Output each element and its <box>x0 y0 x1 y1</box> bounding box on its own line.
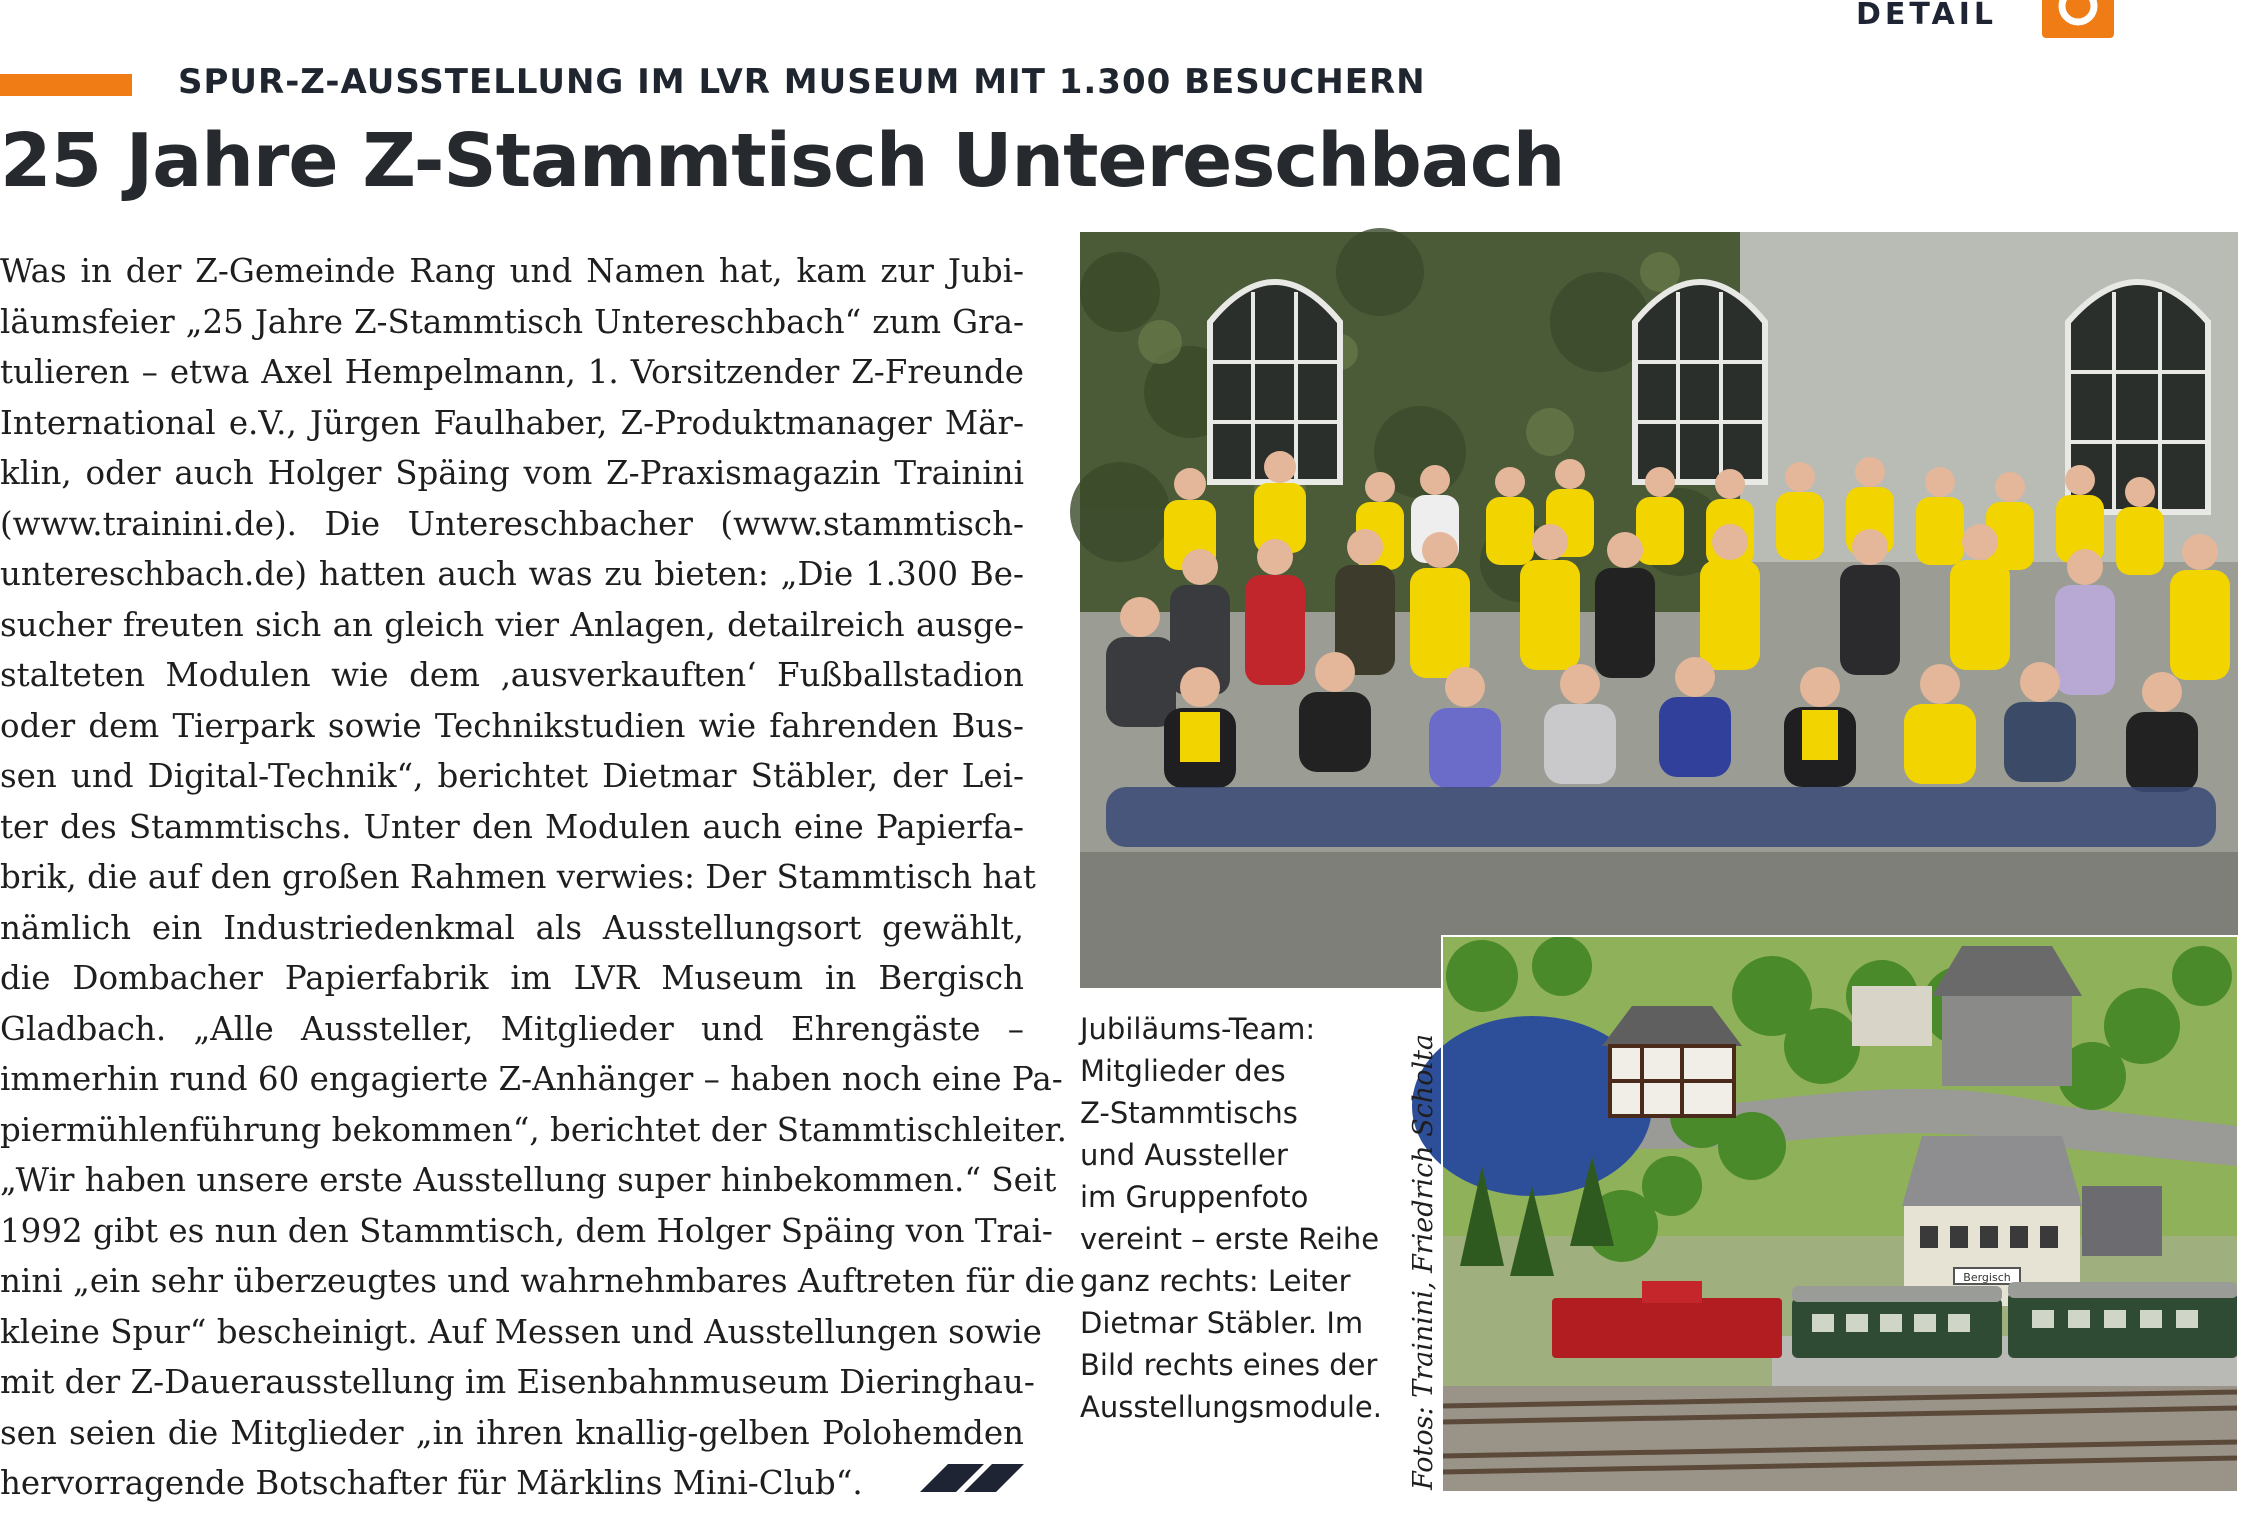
photo-caption <box>1080 1008 1398 1428</box>
section-tag: DETAIL <box>1856 0 1998 32</box>
article-line: läumsfeier „25 Jahre Z-Stammtisch Untereschbach“ zum Gra- <box>0 302 1024 341</box>
article-line: kleine Spur“ bescheinigt. Auf Messen und Ausstellungen sowie <box>0 1312 1042 1351</box>
article-line: mit der Z-Dauerausstellung im Eisenbahnmuseum Dieringhau- <box>0 1363 1035 1401</box>
caption-line: und Aussteller <box>1080 1138 1288 1172</box>
caption-line: Mitglieder des <box>1080 1054 1286 1088</box>
article-line: (www.trainini.de). Die Untereschbacher (www.stammtisch- <box>0 504 1024 543</box>
article-line: klin, oder auch Holger Späing vom Z-Praxismagazin Trainini <box>0 454 1024 492</box>
end-mark-icon <box>920 1464 1024 1492</box>
station-sign: Bergisch <box>1963 1271 2011 1284</box>
article-line: tulieren – etwa Axel Hempelmann, 1. Vorsitzender Z-Freunde <box>0 353 1024 391</box>
article-line: ter des Stammtischs. Unter den Modulen auch eine Papierfa- <box>0 807 1024 846</box>
article-line: sen seien die Mitglieder „in ihren knallig-gelben Polohemden <box>0 1413 1024 1452</box>
article-line: immerhin rund 60 engagierte Z-Anhänger – haben noch eine Pa- <box>0 1060 1063 1098</box>
photo-credit: Fotos: Trainini, Friedrich Scholta <box>1408 1033 1439 1490</box>
article-line: untereschbach.de) hatten auch was zu bieten: „Die 1.300 Be- <box>0 555 1024 593</box>
article-line: 1992 gibt es nun den Stammtisch, dem Holger Späing von Trai- <box>0 1211 1053 1250</box>
article-line: Was in der Z-Gemeinde Rang und Namen hat, kam zur Jubi- <box>0 252 1024 290</box>
magnifier-icon <box>2042 0 2114 38</box>
caption-line: Ausstellungsmodule. <box>1080 1390 1382 1424</box>
article-line: piermühlenführung bekommen“, berichtet der Stammtischleiter. <box>0 1110 1067 1149</box>
article-line: brik, die auf den großen Rahmen verwies: Der Stammtisch hat <box>0 858 1036 896</box>
headline: 25 Jahre Z-Stammtisch Untereschbach <box>0 118 1565 204</box>
caption-line: Z-Stammtischs <box>1080 1096 1298 1130</box>
article-line: sen und Digital-Technik“, berichtet Dietmar Stäbler, der Lei- <box>0 757 1024 795</box>
kicker-accent-bar <box>0 74 132 96</box>
article-line: nini „ein sehr überzeugtes und wahrnehmbares Auftreten für die <box>0 1262 1075 1300</box>
article-line: die Dombacher Papierfabrik im LVR Museum in Bergisch <box>0 959 1024 997</box>
article-line: hervorragende Botschafter für Märklins Mini-Club“. <box>0 1464 863 1502</box>
caption-line: vereint – erste Reihe <box>1080 1222 1380 1256</box>
caption-line: Jubiläums-Team: <box>1080 1012 1316 1046</box>
caption-line: Dietmar Stäbler. Im <box>1080 1306 1364 1340</box>
caption-line: ganz rechts: Leiter <box>1080 1264 1351 1298</box>
article-line: nämlich ein Industriedenkmal als Ausstellungsort gewählt, <box>0 908 1024 947</box>
article-line: stalteten Modulen wie dem ‚ausverkauften‘ Fußballstadion <box>0 656 1024 694</box>
article-line: oder dem Tierpark sowie Technikstudien wie fahrenden Bus- <box>0 706 1024 745</box>
article-line: International e.V., Jürgen Faulhaber, Z-Produktmanager Mär- <box>0 403 1024 442</box>
group-photo <box>1080 232 2238 988</box>
model-railway-photo <box>1442 936 2238 1492</box>
caption-line: Bild rechts eines der <box>1080 1348 1378 1382</box>
caption-line: im Gruppenfoto <box>1080 1180 1309 1214</box>
article-line: Gladbach. „Alle Aussteller, Mitglieder und Ehrengäste – <box>0 1009 1024 1048</box>
article-body <box>0 246 1075 1509</box>
article-line: sucher freuten sich an gleich vier Anlagen, detailreich ausge- <box>0 605 1024 644</box>
kicker: SPUR-Z-AUSSTELLUNG IM LVR MUSEUM MIT 1.300 BESUCHERN <box>178 62 1426 102</box>
article-line: „Wir haben unsere erste Ausstellung super hinbekommen.“ Seit <box>0 1161 1057 1199</box>
